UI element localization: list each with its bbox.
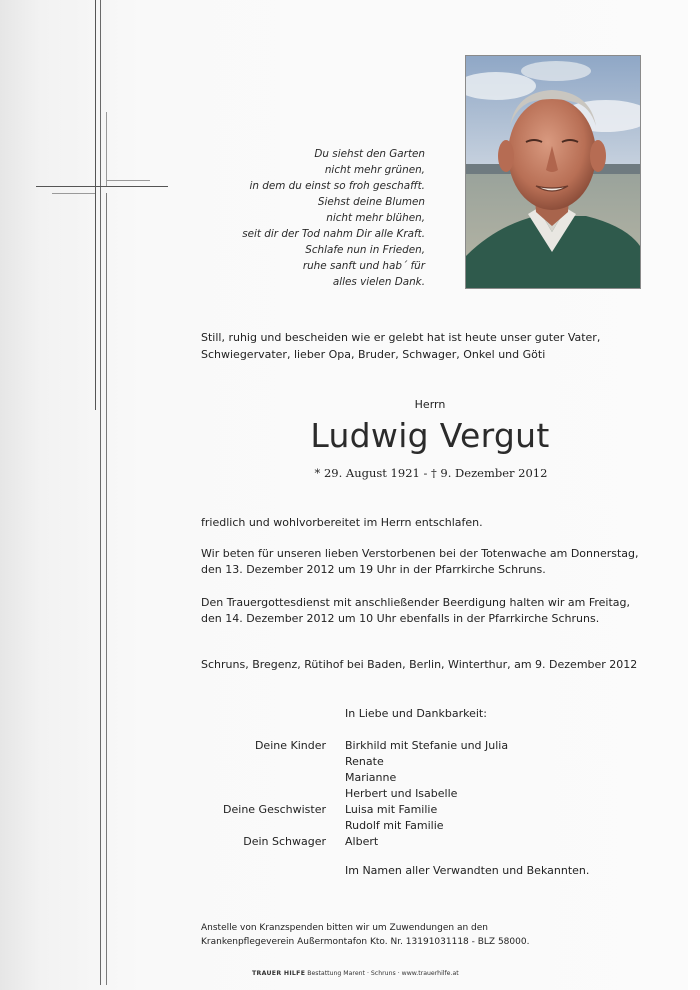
mourner-names — [345, 738, 645, 850]
closing-line: Im Namen aller Verwandten und Bekannten. — [345, 864, 590, 877]
mourner-name: Birkhild mit Stefanie und Julia — [345, 739, 509, 752]
portrait-image — [466, 56, 640, 288]
place-date: Schruns, Bregenz, Rütihof bei Baden, Berlin, Winterthur, am 9. Dezember 2012 — [201, 658, 638, 671]
passing-statement: friedlich und wohlvorbereitet im Herrn entschlafen. — [201, 516, 483, 529]
funeral-paragraph — [201, 595, 651, 627]
poem-line: Siehst deine Blumen — [317, 196, 425, 208]
mourner-group-labels — [200, 738, 326, 850]
poem-line: Du siehst den Garten — [314, 148, 425, 160]
poem-line: seit dir der Tod nahm Dir alle Kraft. — [242, 228, 425, 240]
wake-paragraph — [201, 546, 651, 578]
intro-line-1: Still, ruhig und bescheiden wie er gelebt hat ist heute unser guter Vater, — [201, 331, 601, 344]
cross-horizontal-line-2 — [107, 180, 150, 181]
salutation: Herrn — [414, 398, 446, 411]
mourner-name: Marianne — [345, 771, 397, 784]
life-dates: * 29. August 1921 - † 9. Dezember 2012 — [314, 466, 548, 480]
intro-text — [201, 329, 621, 363]
group-label-children: Deine Kinder — [254, 739, 326, 752]
brand-details: Bestattung Marent · Schruns · www.trauerhilfe.at — [307, 970, 459, 977]
donation-note — [201, 921, 529, 949]
cross-horizontal-line — [36, 186, 168, 187]
group-label-brother-in-law: Dein Schwager — [243, 835, 326, 848]
poem-line: Schlafe nun in Frieden, — [305, 244, 425, 256]
mourner-name: Luisa mit Familie — [345, 803, 438, 816]
group-label-siblings: Deine Geschwister — [223, 803, 326, 816]
cross-vertical-line — [95, 0, 96, 410]
mourner-name: Renate — [345, 755, 384, 768]
poem-line: ruhe sanft und hab´ für — [302, 260, 425, 272]
cross-vertical-line-3 — [106, 112, 107, 186]
brand-logo: TRAUER HILFE — [252, 970, 306, 977]
funeral-line-2: den 14. Dezember 2012 um 10 Uhr ebenfalls in der Pfarrkirche Schruns. — [201, 612, 600, 625]
donation-note-line-2: Krankenpflegeverein Außermontafon Kto. Nr. 13191031118 - BLZ 58000. — [201, 937, 530, 947]
mourner-name: Rudolf mit Familie — [345, 819, 444, 832]
portrait-photo — [465, 55, 641, 289]
mourner-name: Herbert und Isabelle — [345, 787, 458, 800]
mourners-heading: In Liebe und Dankbarkeit: — [345, 707, 487, 720]
funeral-line-1: Den Trauergottesdienst mit anschließender Beerdigung halten wir am Freitag, — [201, 596, 631, 609]
donation-note-line-1: Anstelle von Kranzspenden bitten wir um Zuwendungen an den — [201, 923, 488, 933]
cross-vertical-line-4 — [106, 193, 107, 985]
wake-line-1: Wir beten für unseren lieben Verstorbenen bei der Totenwache am Donnerstag, — [201, 547, 639, 560]
poem-line: alles vielen Dank. — [332, 276, 425, 288]
intro-line-2: Schwiegervater, lieber Opa, Bruder, Schwager, Onkel und Göti — [201, 348, 546, 361]
poem-line: nicht mehr grünen, — [324, 164, 425, 176]
mourner-name: Albert — [345, 835, 379, 848]
cross-horizontal-line-3 — [52, 193, 95, 194]
wake-line-2: den 13. Dezember 2012 um 19 Uhr in der Pfarrkirche Schruns. — [201, 563, 546, 576]
deceased-name: Ludwig Vergut — [310, 416, 550, 455]
poem-line: in dem du einst so froh geschafft. — [249, 180, 425, 192]
page-edge — [688, 0, 700, 990]
cross-vertical-line-2 — [100, 0, 101, 985]
funeral-home-credit — [252, 970, 459, 977]
poem-line: nicht mehr blühen, — [326, 212, 425, 224]
poem — [200, 146, 425, 290]
